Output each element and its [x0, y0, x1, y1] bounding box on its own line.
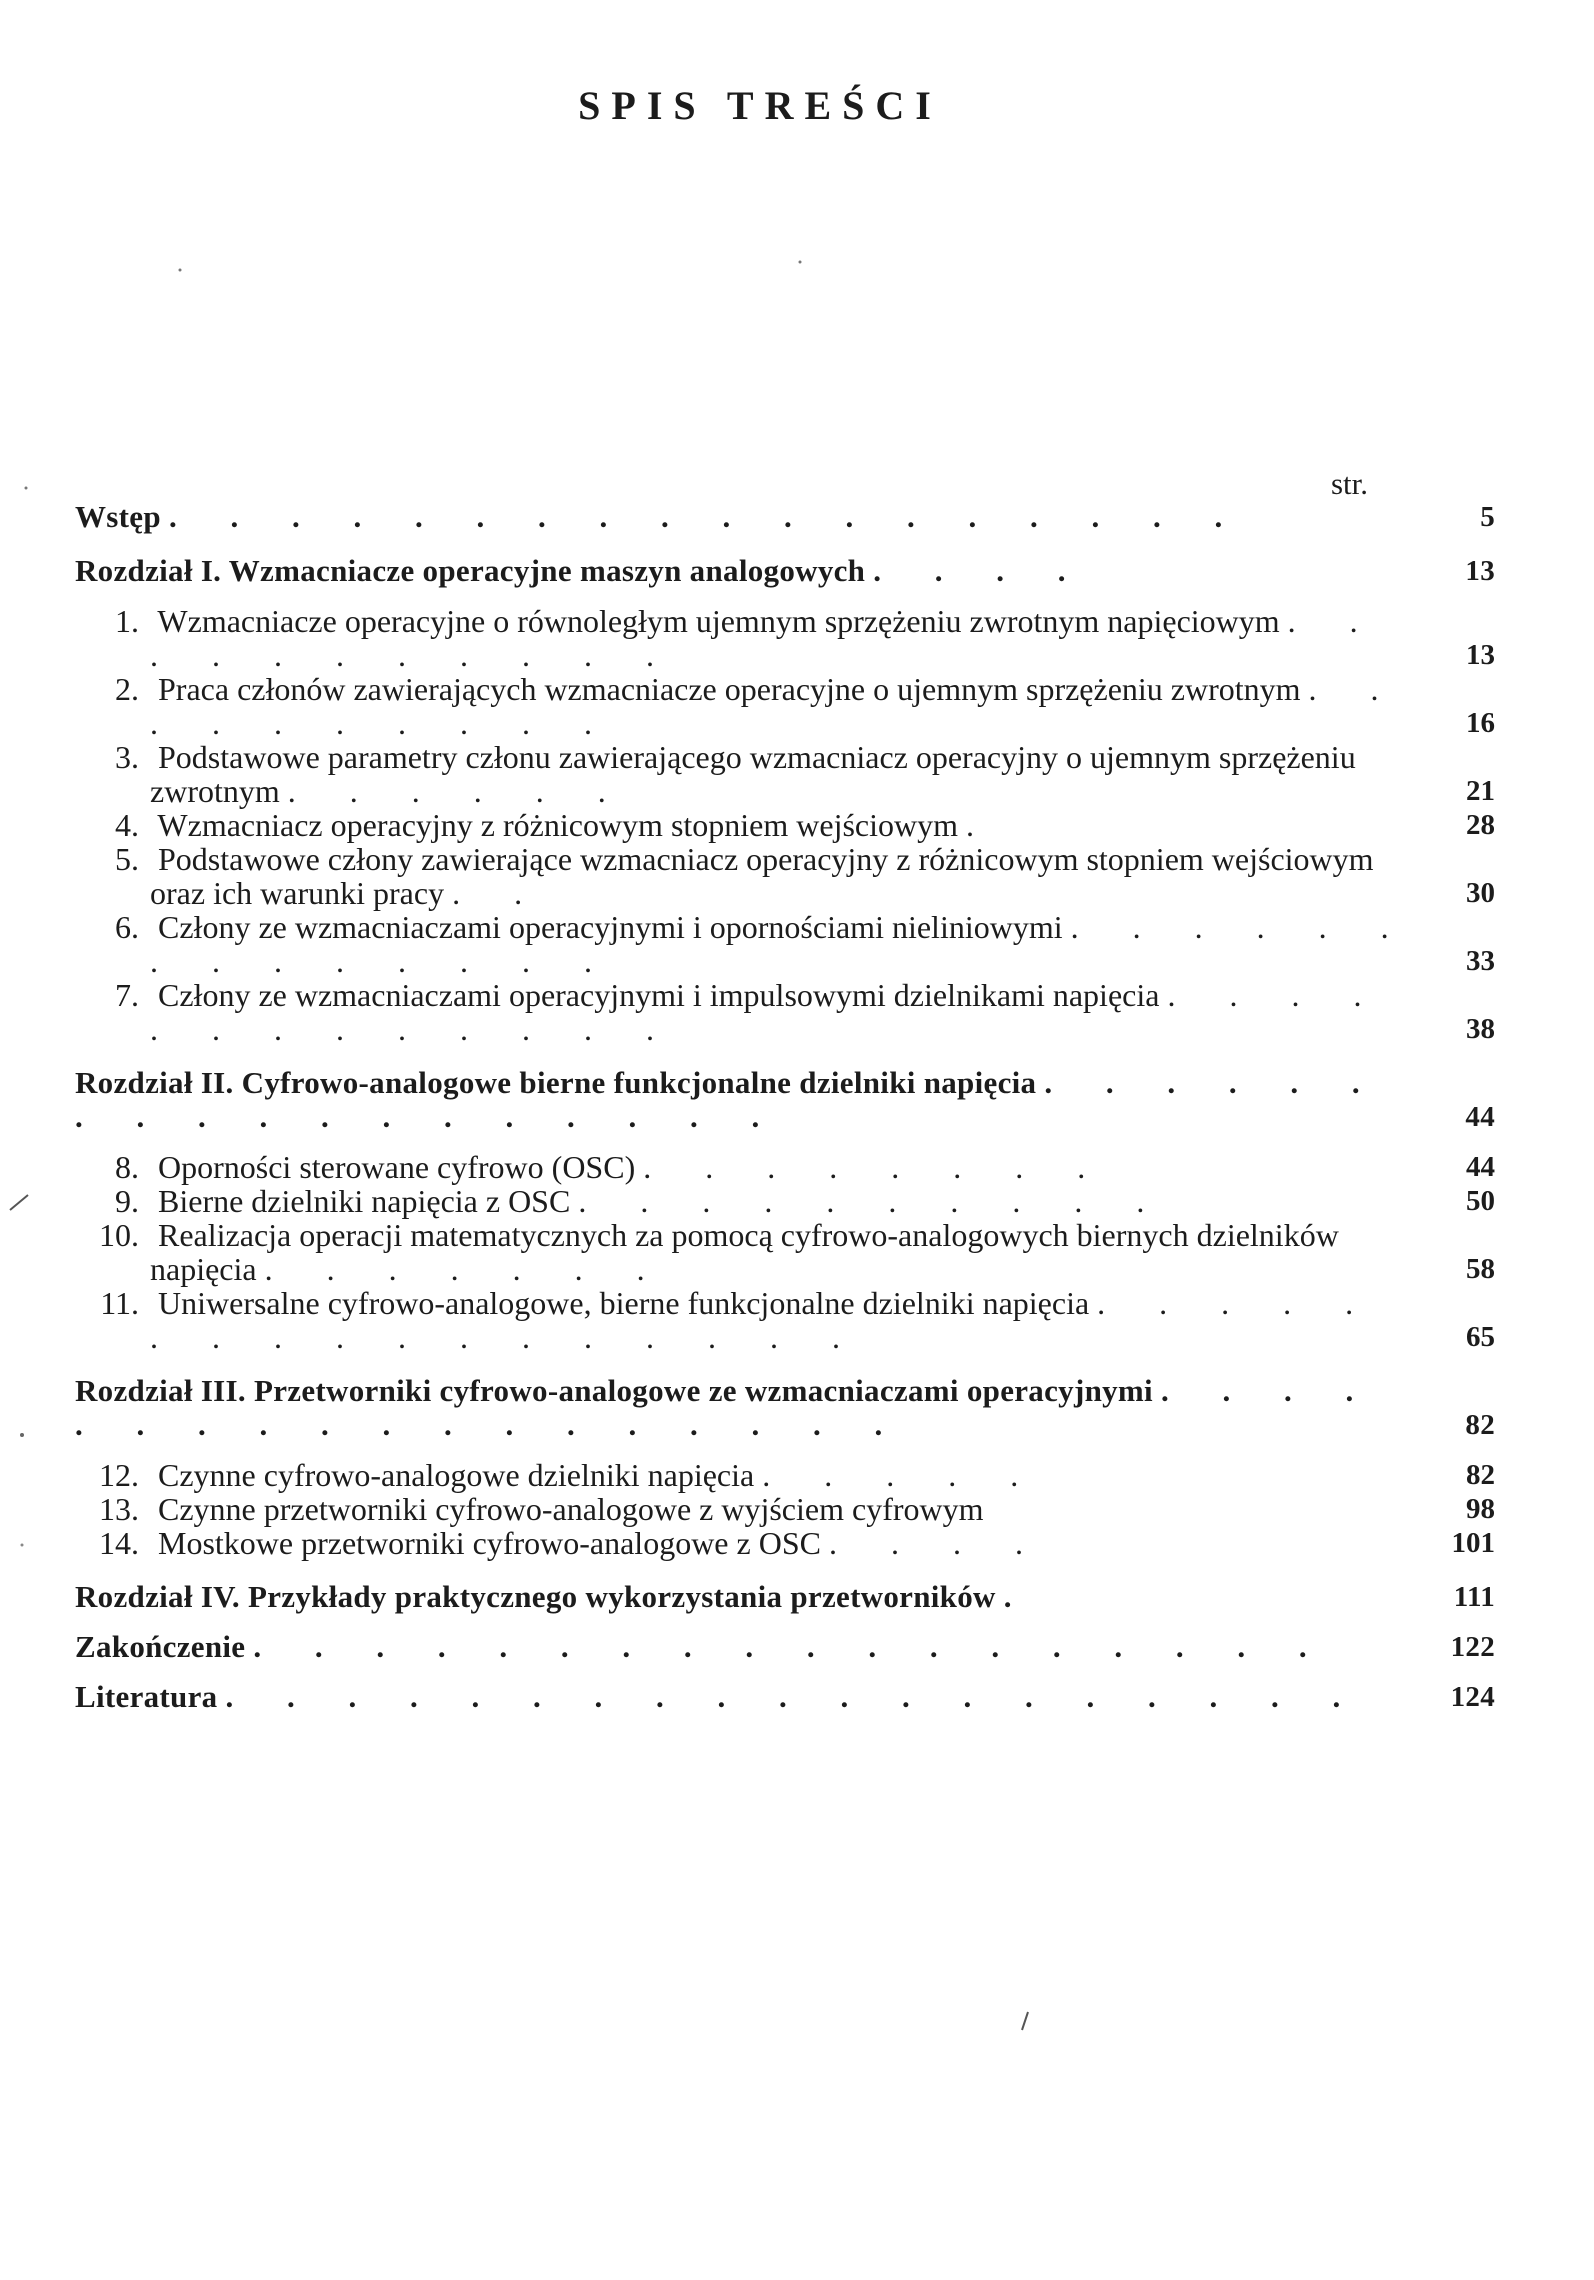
leader-dots: . . . . .: [762, 1457, 1042, 1493]
toc-entry-title: [75, 500, 1421, 534]
leader-dots: .: [1003, 1579, 1035, 1614]
section-number: 9.: [115, 1183, 139, 1219]
page-number: 98: [1466, 1493, 1495, 1525]
toc-entry-title: [99, 1217, 1421, 1287]
entry-text: Wzmacniacze operacyjne o równoległym ujemnym sprzężeniu zwrotnym napięciowym: [157, 603, 1280, 639]
toc-entry-title: [99, 1491, 1421, 1527]
toc-entry-title: [115, 807, 1421, 843]
leader-dots: . . . . . . . . . . . . .: [150, 977, 1385, 1047]
section-number: 4.: [115, 807, 139, 843]
entry-text: Mostkowe przetworniki cyfrowo-analogowe z OSC: [158, 1525, 821, 1561]
page-number: 38: [1466, 1013, 1495, 1045]
page-number: 111: [1453, 1581, 1495, 1613]
toc-entry-section-4[interactable]: [75, 808, 1495, 842]
page-number: 28: [1466, 809, 1495, 841]
toc-entry-chapter-1[interactable]: [75, 554, 1495, 588]
page-number: 33: [1466, 945, 1495, 977]
page-number: 65: [1466, 1321, 1495, 1353]
section-number: 6.: [115, 909, 139, 945]
leader-dots: . . . . . . . . . . . . . . . . . .: [75, 1065, 1383, 1134]
entry-text: Rozdział III. Przetworniki cyfrowo-analogowe ze wzmacniaczami operacyjnymi: [75, 1373, 1153, 1408]
toc-entry-section-7[interactable]: [75, 978, 1495, 1046]
scan-mark: [179, 269, 182, 272]
toc-entry-section-8[interactable]: [75, 1150, 1495, 1184]
scan-mark: [1022, 2012, 1028, 2030]
page-number: 82: [1466, 1459, 1495, 1491]
toc-entry-title: [115, 1183, 1421, 1219]
section-number: 5.: [115, 841, 139, 877]
leader-dots: . . . . . . . . . . . . . . . . . .: [253, 1629, 1330, 1664]
leader-dots: . .: [452, 875, 546, 911]
toc-entry-title: [75, 1580, 1421, 1614]
entry-text: Człony ze wzmacniaczami operacyjnymi i impulsowymi dzielnikami napięcia: [158, 977, 1160, 1013]
leader-dots: . . . . . . . . . .: [578, 1183, 1168, 1219]
toc-entry-title: [75, 1374, 1421, 1442]
page-number: 124: [1450, 1681, 1495, 1713]
section-number: 3.: [115, 739, 139, 775]
page-number: 50: [1466, 1185, 1495, 1217]
page-number: 16: [1466, 707, 1495, 739]
toc-entry-title: [115, 841, 1421, 911]
entry-text: Rozdział II. Cyfrowo-analogowe bierne funkcjonalne dzielniki napięcia: [75, 1065, 1037, 1100]
entry-text: Wstęp: [75, 499, 161, 534]
toc-entry-title: [115, 977, 1421, 1047]
entry-text: Podstawowe parametry członu zawierającego wzmacniacz operacyjny o ujemnym sprzężeniu zwrotnym: [150, 739, 1356, 809]
toc-entry-section-13[interactable]: [75, 1492, 1495, 1526]
toc-entry-title: [75, 1630, 1421, 1664]
toc-entry-section-6[interactable]: [75, 910, 1495, 978]
leader-dots: . . . . . . . . . . . . . . . . . . .: [225, 1679, 1364, 1714]
toc-entry-title: [75, 1066, 1421, 1134]
toc-entry-title: [99, 1525, 1421, 1561]
page-number: 13: [1465, 555, 1495, 587]
page-number: 122: [1450, 1631, 1495, 1663]
toc-entry-title: [115, 603, 1421, 673]
leader-dots: . . . . . . . . . . . . . . . . . .: [168, 499, 1246, 534]
toc-entry-title: [115, 1149, 1421, 1185]
section-number: 12.: [99, 1457, 139, 1493]
scan-mark: [799, 261, 802, 264]
leader-dots: . . . .: [828, 1525, 1046, 1561]
entry-text: Praca członów zawierających wzmacniacze operacyjne o ujemnym sprzężeniu zwrotnym: [158, 671, 1301, 707]
leader-dots: . . . . . . . . . .: [150, 671, 1402, 741]
entry-text: Literatura: [75, 1679, 218, 1714]
toc-entry-section-10[interactable]: [75, 1218, 1495, 1286]
section-number: 2.: [115, 671, 139, 707]
section-number: 14.: [99, 1525, 139, 1561]
toc-entry-section-5[interactable]: [75, 842, 1495, 910]
toc-entry-title: [115, 909, 1421, 979]
page-number: 82: [1465, 1409, 1495, 1441]
toc-entry-title: [75, 1680, 1421, 1714]
scan-mark: [25, 487, 28, 490]
entry-text: Realizacja operacji matematycznych za pomocą cyfrowo-analogowych biernych dzielników napięcia: [150, 1217, 1339, 1287]
page-number: 101: [1451, 1527, 1495, 1559]
leader-dots: .: [966, 807, 998, 843]
entry-text: Bierne dzielniki napięcia z OSC: [158, 1183, 571, 1219]
page-number: 30: [1466, 877, 1495, 909]
table-of-contents: [75, 468, 1495, 1714]
toc-entry-conclusion[interactable]: [75, 1630, 1495, 1664]
page-column-label: str.: [1330, 466, 1368, 501]
toc-entry-section-14[interactable]: [75, 1526, 1495, 1560]
toc-entry-chapter-4[interactable]: [75, 1580, 1495, 1614]
entry-text: Uniwersalne cyfrowo-analogowe, bierne funkcjonalne dzielniki napięcia: [158, 1285, 1090, 1321]
toc-entry-bibliography[interactable]: [75, 1680, 1495, 1714]
section-number: 11.: [100, 1285, 139, 1321]
page-number: 44: [1466, 1151, 1495, 1183]
page-number: 5: [1480, 501, 1495, 533]
toc-entry-section-9[interactable]: [75, 1184, 1495, 1218]
leader-dots: . . . . . . . . . . .: [150, 603, 1381, 673]
toc-entry-title: [100, 1285, 1421, 1355]
section-number: 7.: [115, 977, 139, 1013]
entry-text: Czynne cyfrowo-analogowe dzielniki napięcia: [158, 1457, 755, 1493]
toc-entry-title: [115, 739, 1421, 809]
leader-dots: . . . . . . . .: [643, 1149, 1109, 1185]
toc-entry-title: [115, 671, 1421, 741]
toc-entry-section-2[interactable]: [75, 672, 1495, 740]
leader-dots: . . . . . . . . . . . . . . . . .: [150, 1285, 1377, 1355]
entry-text: Zakończenie: [75, 1629, 246, 1664]
entry-text: Czynne przetworniki cyfrowo-analogowe z wyjściem cyfrowym: [158, 1491, 984, 1527]
scan-mark: [20, 1433, 24, 1437]
scan-mark: [21, 1544, 24, 1547]
toc-entry-section-11[interactable]: [75, 1286, 1495, 1354]
entry-text: Podstawowe człony zawierające wzmacniacz operacyjny z różnicowym stopniem wejściowym oraz ich warunki pracy: [150, 841, 1374, 911]
entry-text: Rozdział IV. Przykłady praktycznego wykorzystania przetworników: [75, 1579, 996, 1614]
toc-entry-section-12[interactable]: [75, 1458, 1495, 1492]
entry-text: Wzmacniacz operacyjny z różnicowym stopniem wejściowym: [157, 807, 959, 843]
entry-text: Człony ze wzmacniaczami operacyjnymi i opornościami nieliniowymi: [158, 909, 1063, 945]
page-title: SPIS TREŚCI: [578, 83, 942, 128]
page-number: 58: [1466, 1253, 1495, 1285]
toc-entry-title: [75, 554, 1421, 588]
scan-mark: [10, 1195, 28, 1210]
toc-entry-section-3[interactable]: [75, 740, 1495, 808]
toc-entry-title: [99, 1457, 1421, 1493]
section-number: 13.: [99, 1491, 139, 1527]
page-number: 44: [1465, 1101, 1495, 1133]
toc-entry-chapter-2[interactable]: [75, 1066, 1495, 1134]
toc-entry-chapter-3[interactable]: [75, 1374, 1495, 1442]
leader-dots: . . . . . . . . . . . . . .: [150, 909, 1412, 979]
toc-entry-section-1[interactable]: [75, 604, 1495, 672]
leader-dots: . . . . . . . . . . . . . . . . . .: [75, 1373, 1377, 1442]
entry-text: Oporności sterowane cyfrowo (OSC): [158, 1149, 636, 1185]
leader-dots: . . . . . .: [287, 773, 629, 809]
toc-entry-intro[interactable]: [75, 500, 1495, 534]
leader-dots: . . . . . . .: [264, 1251, 668, 1287]
section-number: 1.: [115, 603, 139, 639]
section-number: 10.: [99, 1217, 139, 1253]
page-number: 13: [1466, 639, 1495, 671]
leader-dots: . . . .: [873, 553, 1089, 588]
entry-text: Rozdział I. Wzmacniacze operacyjne maszyn analogowych: [75, 553, 866, 588]
section-number: 8.: [115, 1149, 139, 1185]
page-number: 21: [1466, 775, 1495, 807]
